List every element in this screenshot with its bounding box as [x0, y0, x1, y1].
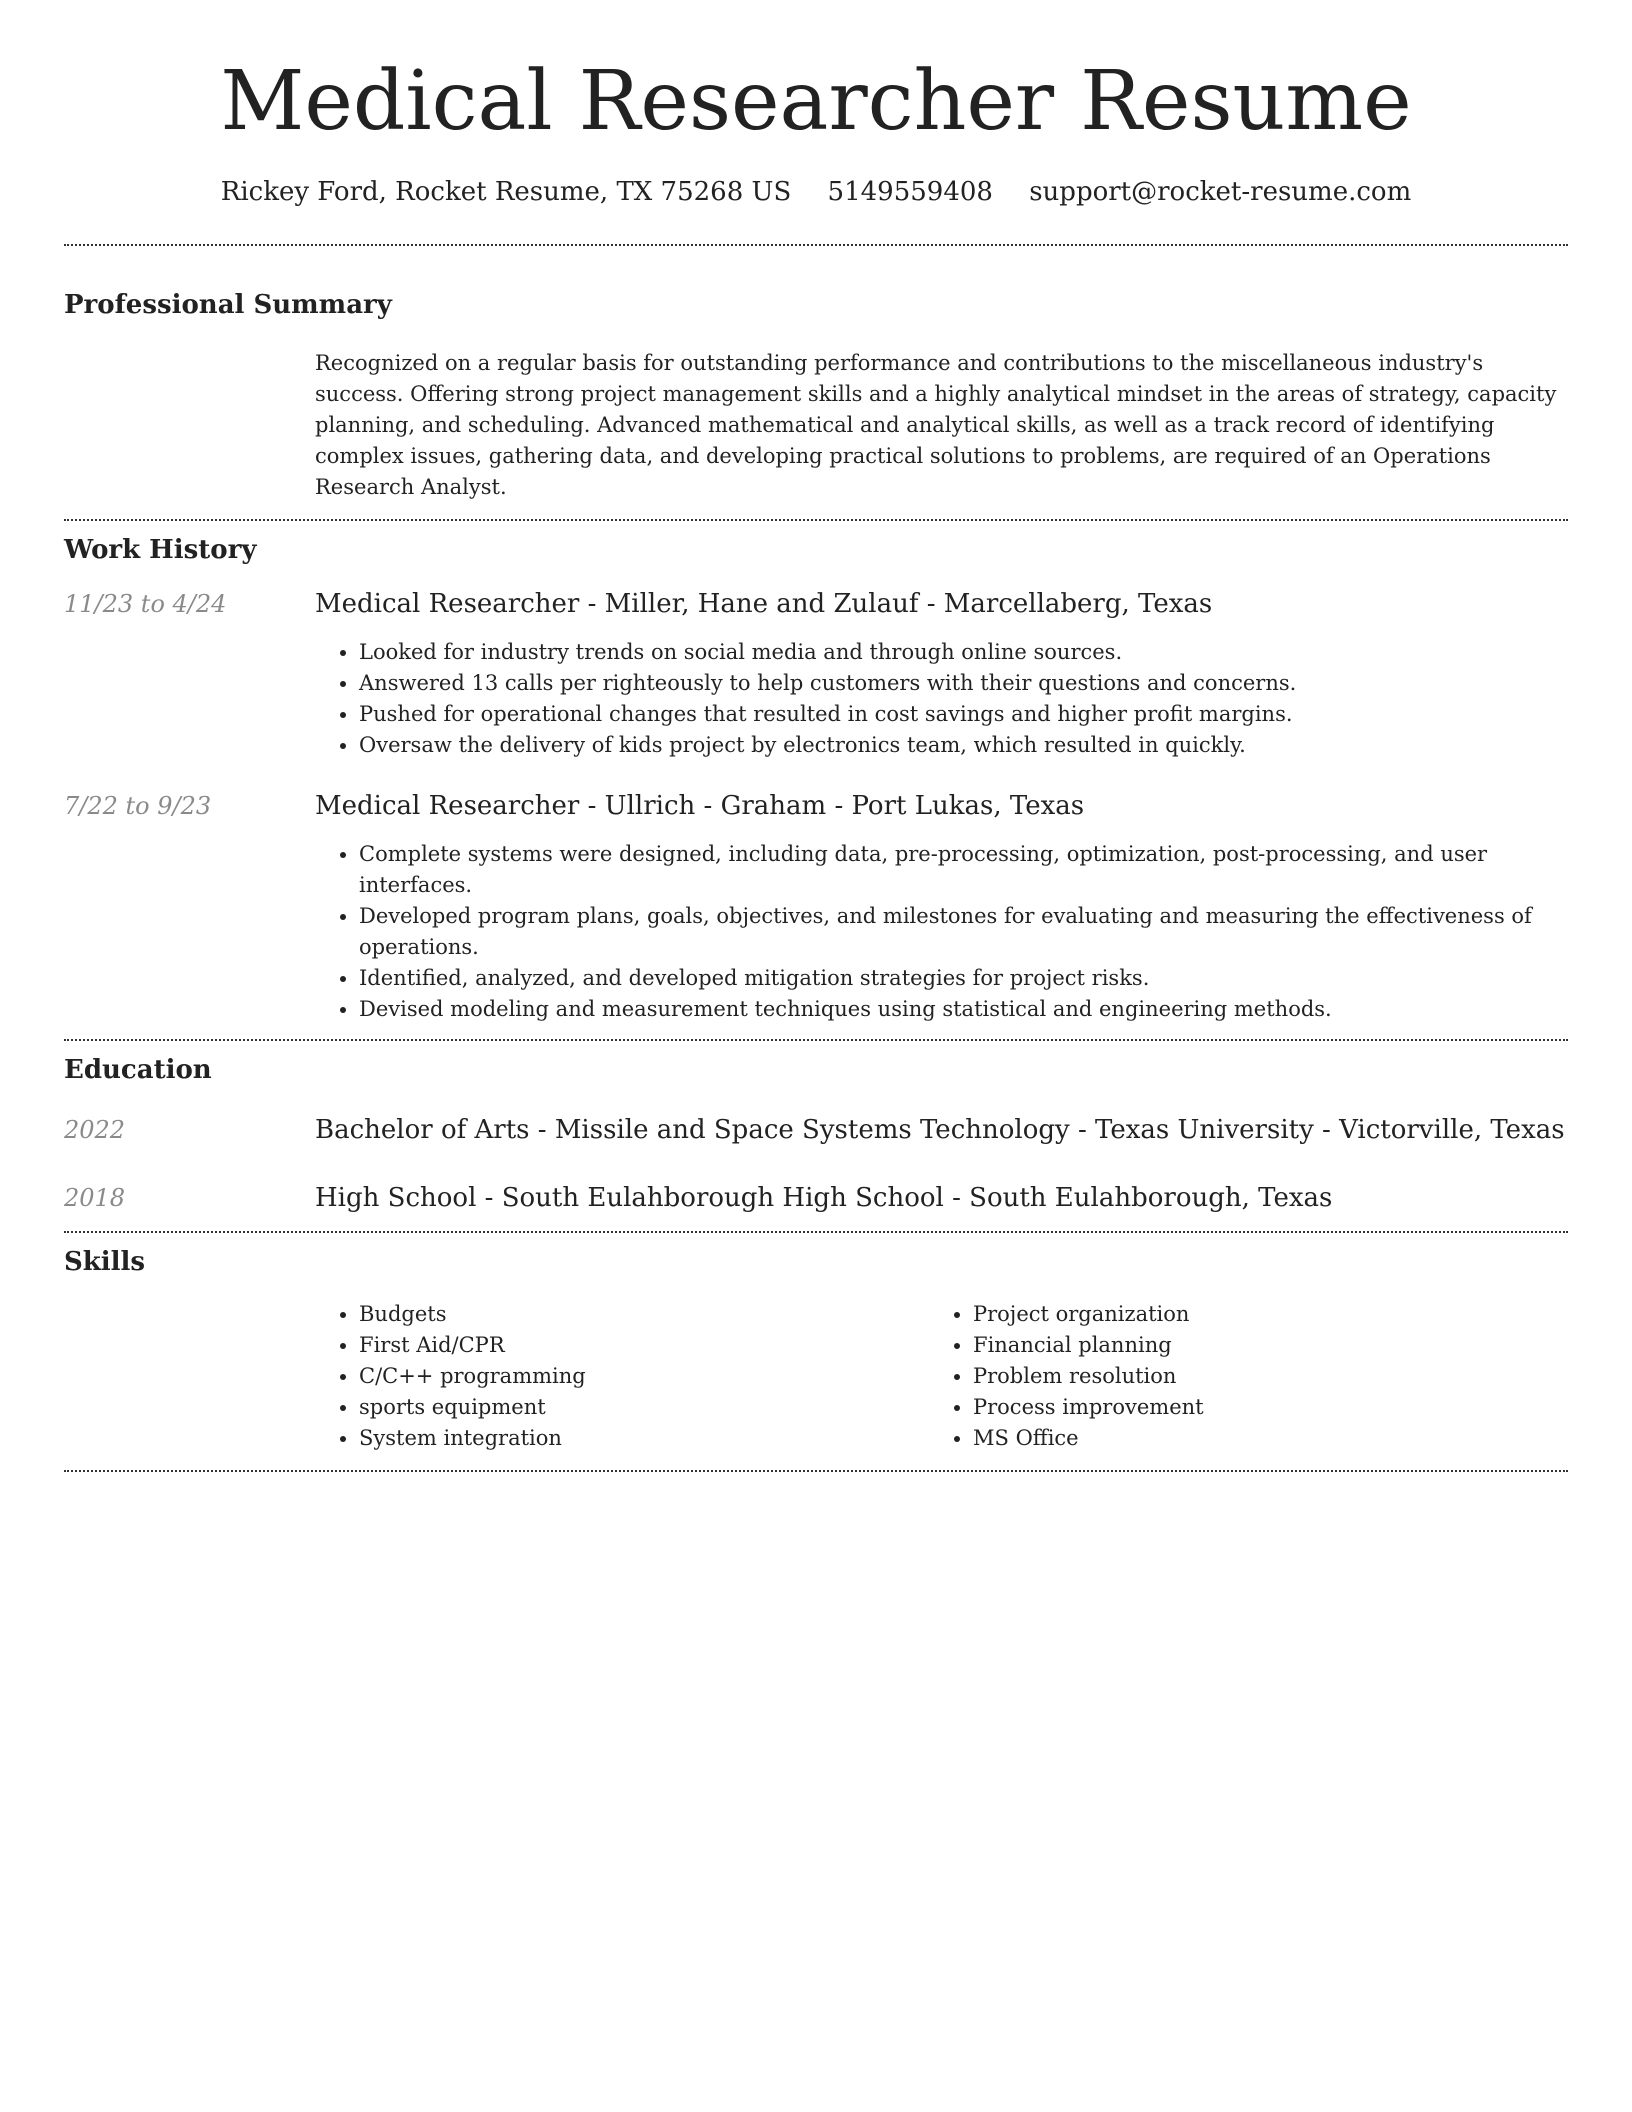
work-history-heading: Work History [64, 535, 257, 565]
job-bullet: • Identified, analyzed, and developed mitigation strategies for project risks. [359, 963, 1568, 994]
page-title: Medical Researcher Resume [220, 54, 1412, 149]
skill-item: • Problem resolution [973, 1361, 1533, 1392]
skill-item: • C/C++ programming [359, 1361, 929, 1392]
job-bullet: • Answered 13 calls per righteously to help customers with their questions and concerns. [359, 668, 1568, 699]
job-bullets [359, 839, 1568, 1025]
contact-line [64, 174, 1568, 210]
job-dates: 7/22 to 9/23 [64, 792, 212, 820]
divider [64, 1039, 1568, 1041]
job-bullet: • Looked for industry trends on social media and through online sources. [359, 637, 1568, 668]
summary-text: Recognized on a regular basis for outstanding performance and contributions to the miscellaneous industry's success. Offering strong project management skills and a highly analytical mindset in the areas of strategy, capacity planning, and scheduling. Advanced mathematical and analytical skills, as well as a track record of identifying complex issues, gathering data, and developing practical solutions to problems, are required of an Operations Research Analyst. [315, 351, 1557, 499]
education-school: - Texas University - Victorville, Texas [1069, 1115, 1565, 1145]
job-bullets [359, 637, 1568, 761]
divider [64, 1470, 1568, 1472]
skills-section [64, 1245, 1568, 1470]
job-bullet: • Pushed for operational changes that resulted in cost savings and higher profit margins. [359, 699, 1568, 730]
job-entry [64, 587, 1568, 621]
education-heading-line [315, 1113, 1565, 1147]
summary-heading: Professional Summary [64, 290, 392, 320]
divider [64, 519, 1568, 521]
skills-heading: Skills [64, 1247, 146, 1277]
job-entry [64, 789, 1568, 823]
job-title: Medical Researcher [315, 791, 580, 821]
job-dates: 11/23 to 4/24 [64, 590, 227, 618]
skill-item: • Budgets [359, 1299, 929, 1330]
divider [64, 1231, 1568, 1233]
job-employer: - Ullrich - Graham - Port Lukas, Texas [579, 791, 1085, 821]
education-degree: Bachelor of Arts - Missile and Space Systems Technology [315, 1115, 1070, 1145]
education-year: 2018 [64, 1184, 126, 1212]
skills-columns [315, 1299, 1568, 1470]
skill-item: • Financial planning [973, 1330, 1533, 1361]
education-year: 2022 [64, 1116, 126, 1144]
education-heading-line [315, 1181, 1332, 1215]
job-bullet: • Complete systems were designed, including data, pre-processing, optimization, post-processing, and user interfaces. [359, 839, 1568, 901]
education-degree: High School [315, 1183, 477, 1213]
job-employer: - Miller, Hane and Zulauf - Marcellaberg, Texas [579, 589, 1213, 619]
skills-list-right [929, 1299, 1533, 1454]
skill-item: • sports equipment [359, 1392, 929, 1423]
contact-phone: 5149559408 [827, 177, 993, 207]
skill-item: • First Aid/CPR [359, 1330, 929, 1361]
work-history-section [64, 533, 1568, 1039]
education-heading: Education [64, 1055, 212, 1085]
divider [64, 244, 1568, 246]
job-title: Medical Researcher [315, 589, 580, 619]
skill-item: • MS Office [973, 1423, 1533, 1454]
education-entry [64, 1113, 1568, 1147]
job-heading [315, 789, 1084, 823]
education-section [64, 1053, 1568, 1231]
job-heading [315, 587, 1212, 621]
skill-item: • Process improvement [973, 1392, 1533, 1423]
education-school: - South Eulahborough High School - South Eulahborough, Texas [476, 1183, 1333, 1213]
skill-item: • System integration [359, 1423, 929, 1454]
job-bullet: • Oversaw the delivery of kids project by electronics team, which resulted in quickly. [359, 730, 1568, 761]
contact-address: Rickey Ford, Rocket Resume, TX 75268 US [220, 177, 792, 207]
job-bullet: • Developed program plans, goals, objectives, and milestones for evaluating and measuring the effectiveness of operations. [359, 901, 1568, 963]
education-entry [64, 1181, 1568, 1231]
contact-email: support@rocket-resume.com [1029, 177, 1412, 207]
skill-item: • Project organization [973, 1299, 1533, 1330]
skills-list-left [315, 1299, 929, 1454]
summary-section [64, 288, 1568, 519]
job-bullet: • Devised modeling and measurement techniques using statistical and engineering methods. [359, 994, 1568, 1025]
